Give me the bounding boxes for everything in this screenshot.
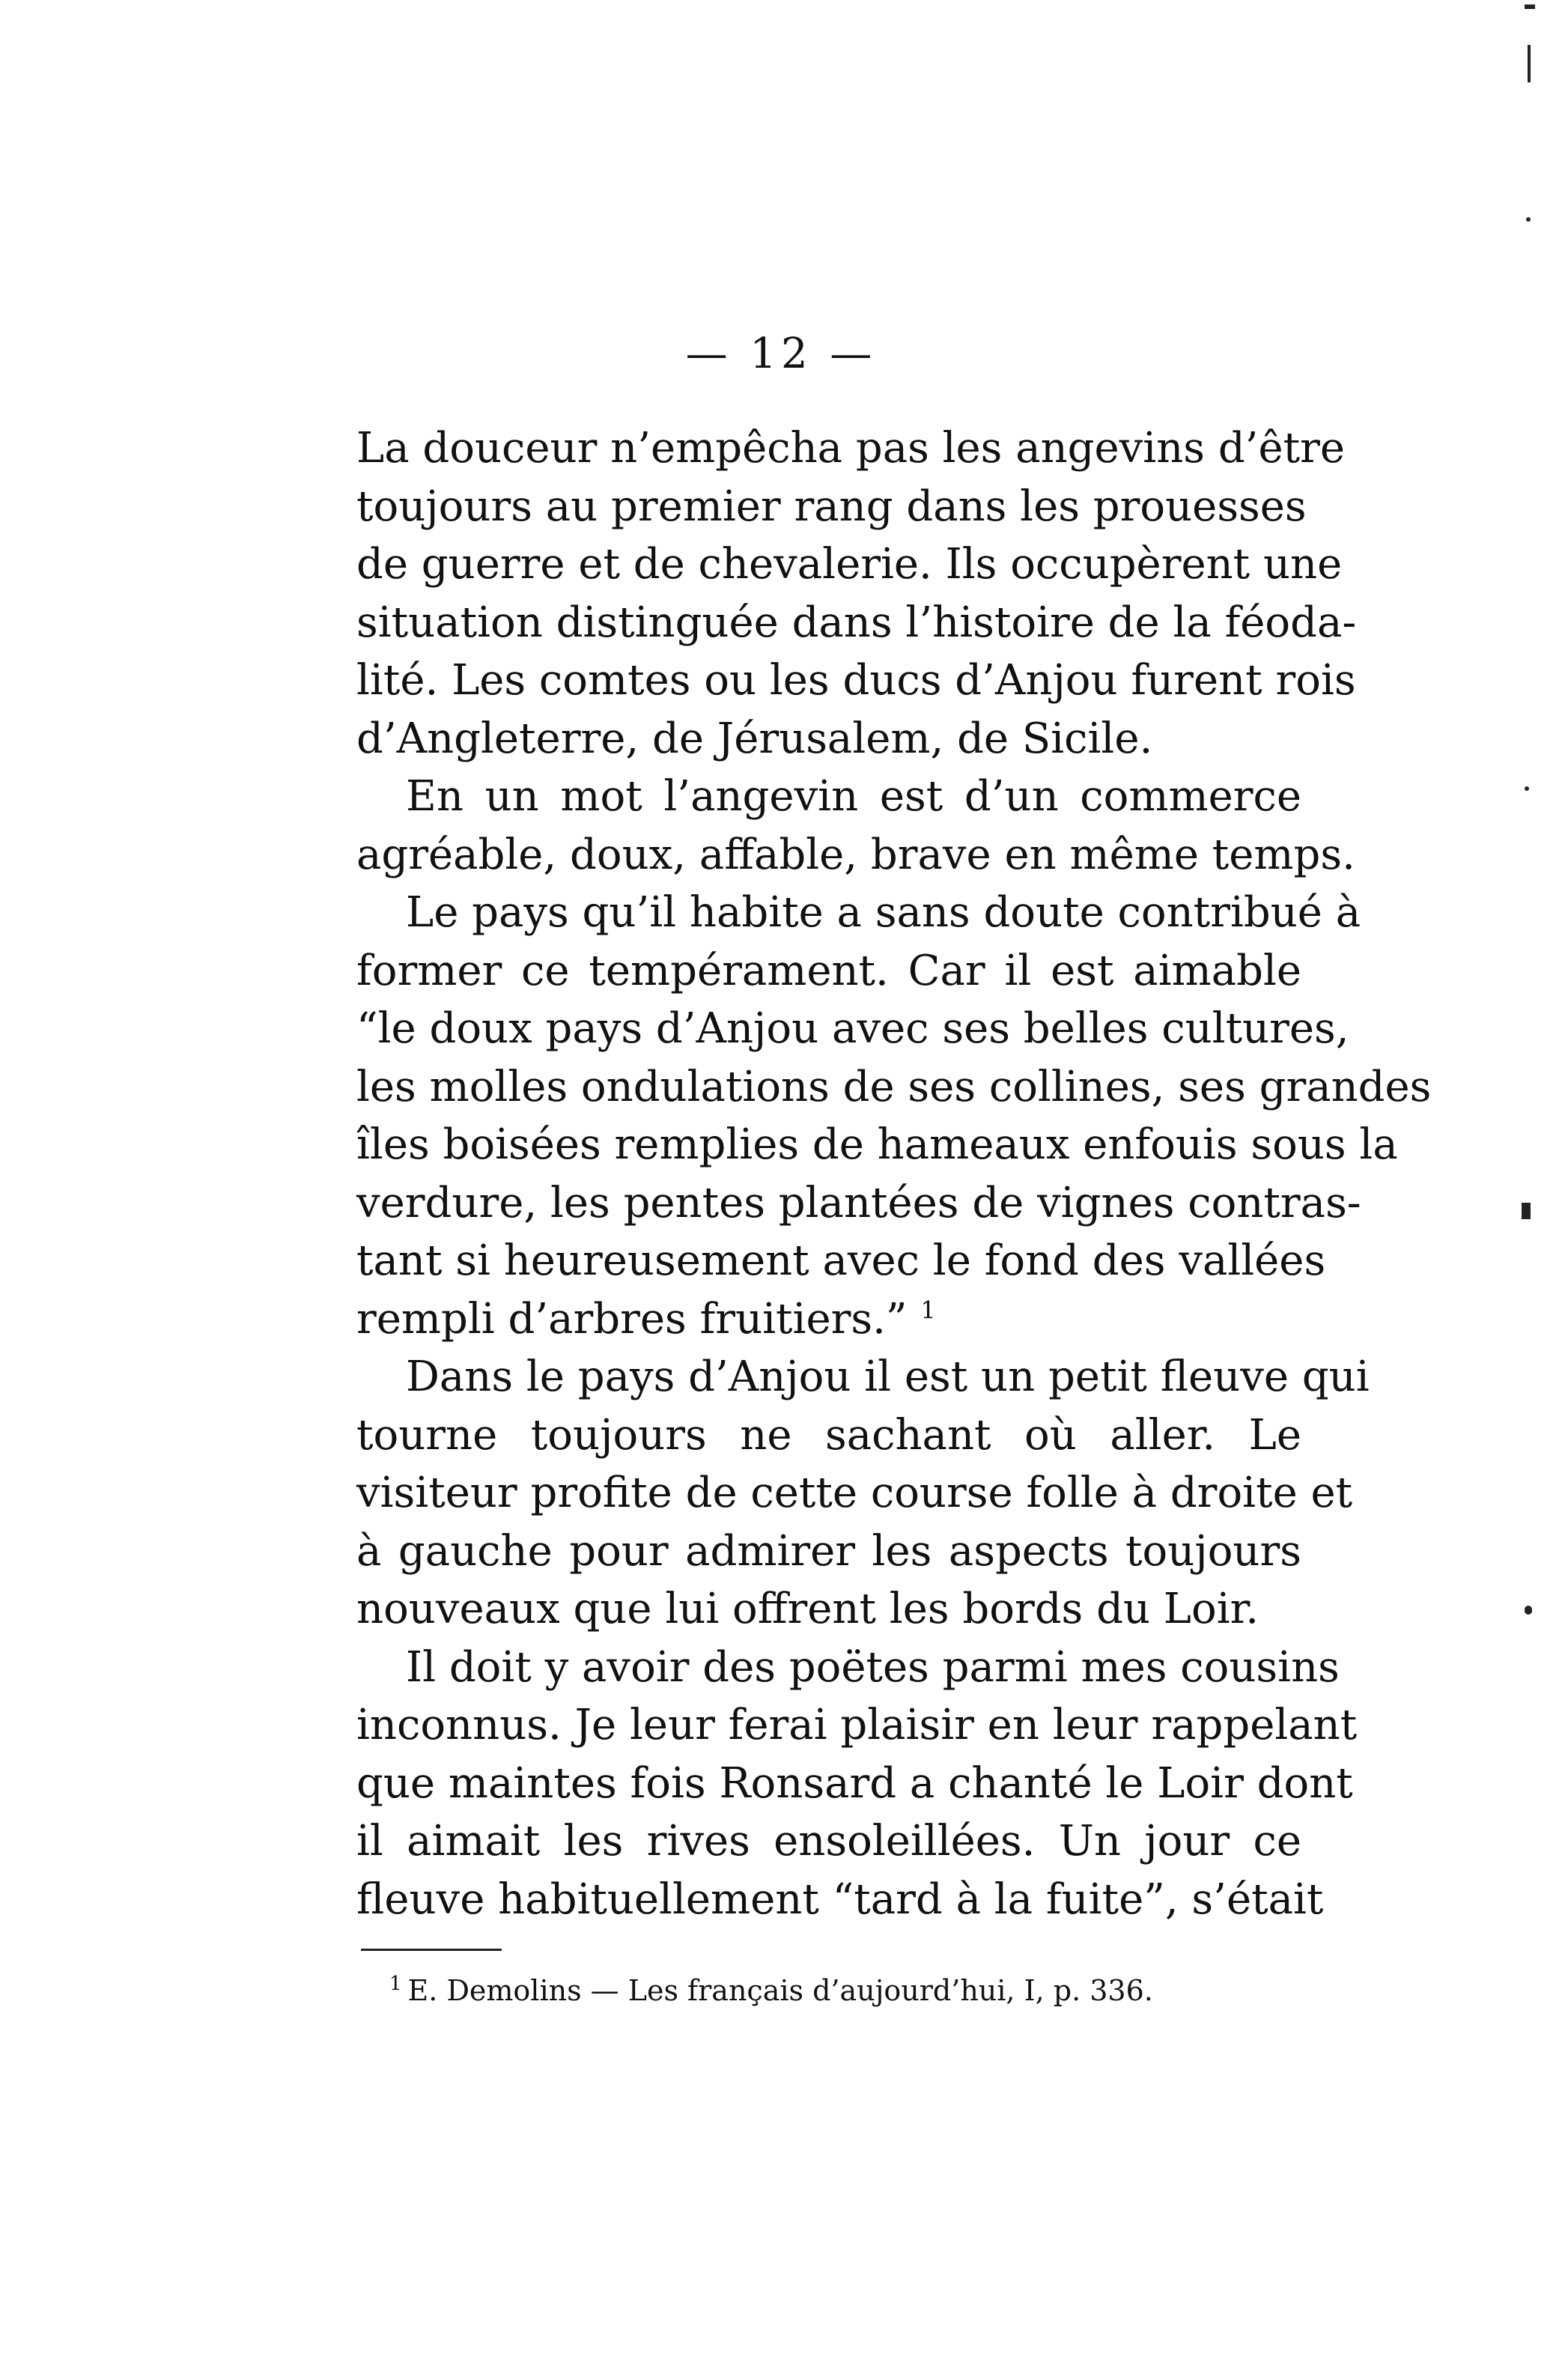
footnote-marker: 1	[389, 1973, 402, 1996]
text-line: lité. Les comtes ou les ducs d’Anjou furent rois	[356, 656, 1356, 705]
text-line: “le doux pays d’Anjou avec ses belles cultures,	[356, 1004, 1349, 1053]
scan-mark	[1522, 1203, 1531, 1219]
scan-mark	[1525, 786, 1529, 791]
scan-mark	[1525, 1606, 1532, 1615]
text-line: situation distinguée dans l’histoire de la féoda-	[356, 598, 1357, 647]
text-line: Le pays qu’il habite a sans doute contribué à	[406, 888, 1361, 937]
text-line: fleuve habituellement “tard à la fuite”, s’était	[356, 1874, 1324, 1924]
text-line: de guerre et de chevalerie. Ils occupèrent une	[356, 540, 1343, 589]
text-line: Dans le pays d’Anjou il est un petit fleuve qui	[406, 1353, 1370, 1401]
text-line: à gauche pour admirer les aspects toujours	[356, 1526, 1301, 1576]
text-line: d’Angleterre, de Jérusalem, de Sicile.	[356, 714, 1153, 763]
text-line: les molles ondulations de ses collines, ses grandes	[356, 1062, 1432, 1111]
text-line: visiteur profite de cette course folle à droite et	[356, 1469, 1353, 1517]
text-line: il aimait les rives ensoleillées. Un jour ce	[356, 1817, 1301, 1866]
text-line: îles boisées remplies de hameaux enfouis sous la	[356, 1120, 1398, 1169]
text-line: nouveaux que lui offrent les bords du Loir.	[356, 1585, 1259, 1633]
page-number: — 12 —	[685, 330, 877, 378]
text-line: agréable, doux, affable, brave en même temps.	[356, 830, 1355, 879]
text-line: Il doit y avoir des poëtes parmi mes cousins	[406, 1642, 1340, 1692]
body-text	[356, 419, 1432, 1928]
text-line: verdure, les pentes plantées de vignes contras-	[356, 1178, 1361, 1227]
text-line: toujours au premier rang dans les prouesses	[356, 482, 1307, 531]
text-line: former ce tempérament. Car il est aimable	[356, 946, 1301, 995]
scan-mark	[1528, 45, 1531, 82]
footnote	[389, 1971, 1288, 2010]
text-line: tourne toujours ne sachant où aller. Le	[356, 1410, 1301, 1460]
scan-mark	[1526, 217, 1531, 222]
text-line: En un mot l’angevin est d’un commerce	[406, 772, 1301, 821]
text-line: tant si heureusement avec le fond des vallées	[356, 1236, 1326, 1285]
footnote-divider	[361, 1949, 502, 1951]
text-line: La douceur n’empêcha pas les angevins d’être	[356, 424, 1346, 473]
footnote-reference: 1	[920, 1295, 936, 1324]
text-line: inconnus. Je leur ferai plaisir en leur rappelant	[356, 1701, 1358, 1749]
footnote-text: E. Demolins — Les français d’aujourd’hui, I, p. 336.	[407, 1974, 1153, 2007]
text-line-with-footnote	[356, 1290, 1301, 1349]
text-line: que maintes fois Ronsard a chanté le Loir dont	[356, 1758, 1353, 1808]
text-line: rempli d’arbres fruitiers.”	[356, 1294, 908, 1344]
scan-mark	[1525, 4, 1535, 9]
